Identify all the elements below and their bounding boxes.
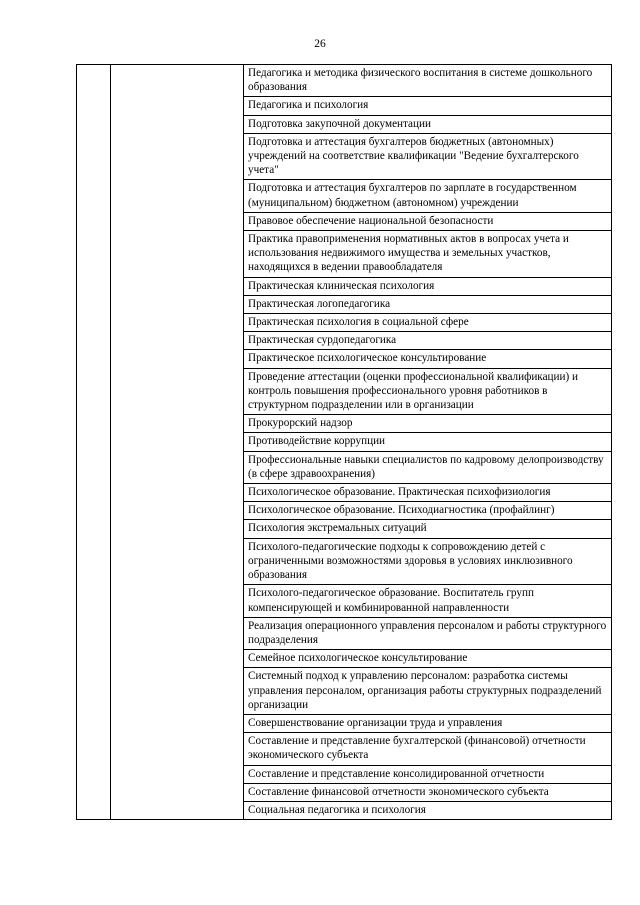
program-name-cell: Педагогика и методика физического воспитания в системе дошкольного образования — [244, 65, 612, 97]
program-name-cell: Педагогика и психология — [244, 97, 612, 115]
program-name-cell: Составление и представление бухгалтерской (финансовой) отчетности экономического субъекта — [244, 733, 612, 765]
program-name-cell: Психолого-педагогическое образование. Воспитатель групп компенсирующей и комбинированной направленности — [244, 585, 612, 617]
program-name-cell: Практика правоприменения нормативных актов в вопросах учета и использования недвижимого имущества и земельных участков, находящихся в ведении правообладателя — [244, 231, 612, 278]
program-name-cell: Совершенствование организации труда и управления — [244, 714, 612, 732]
program-name-cell: Практическая сурдопедагогика — [244, 332, 612, 350]
program-name-cell: Практическое психологическое консультирование — [244, 350, 612, 368]
program-name-cell: Психологическое образование. Психодиагностика (профайлинг) — [244, 502, 612, 520]
program-name-cell: Составление финансовой отчетности экономического субъекта — [244, 783, 612, 801]
program-name-cell: Психологическое образование. Практическая психофизиология — [244, 484, 612, 502]
program-name-cell: Психолого-педагогические подходы к сопровождению детей с ограниченными возможностями здоровья в условиях инклюзивного образования — [244, 538, 612, 585]
program-table-body — [77, 65, 612, 820]
number-column-cell — [77, 65, 111, 820]
program-name-cell: Прокурорский надзор — [244, 415, 612, 433]
program-name-cell: Профессиональные навыки специалистов по кадровому делопроизводству (в сфере здравоохранения) — [244, 451, 612, 483]
program-name-cell: Подготовка и аттестация бухгалтеров по зарплате в государственном (муниципальном) бюджетном (автономном) учреждении — [244, 180, 612, 212]
program-name-cell: Подготовка закупочной документации — [244, 115, 612, 133]
program-name-cell: Проведение аттестации (оценки профессиональной квалификации) и контроль повышения профессионального уровня работников в структурном подразделении или в организации — [244, 368, 612, 415]
program-name-cell: Социальная педагогика и психология — [244, 801, 612, 819]
program-name-cell: Правовое обеспечение национальной безопасности — [244, 212, 612, 230]
program-name-cell: Составление и представление консолидированной отчетности — [244, 765, 612, 783]
program-name-cell: Противодействие коррупции — [244, 433, 612, 451]
table-row — [77, 65, 612, 97]
program-name-cell: Системный подход к управлению персоналом: разработка системы управления персоналом, организация работы структурных подразделений организации — [244, 668, 612, 715]
program-name-cell: Практическая логопедагогика — [244, 295, 612, 313]
program-name-cell: Семейное психологическое консультирование — [244, 650, 612, 668]
program-name-cell: Практическая клиническая психология — [244, 277, 612, 295]
program-name-cell: Психология экстремальных ситуаций — [244, 520, 612, 538]
category-column-cell — [111, 65, 244, 820]
program-name-cell: Реализация операционного управления персоналом и работы структурного подразделения — [244, 617, 612, 649]
program-table — [76, 64, 612, 820]
program-name-cell: Подготовка и аттестация бухгалтеров бюджетных (автономных) учреждений на соответствие квалификации "Ведение бухгалтерского учета" — [244, 133, 612, 180]
page-number: 26 — [314, 38, 326, 50]
program-name-cell: Практическая психология в социальной сфере — [244, 314, 612, 332]
